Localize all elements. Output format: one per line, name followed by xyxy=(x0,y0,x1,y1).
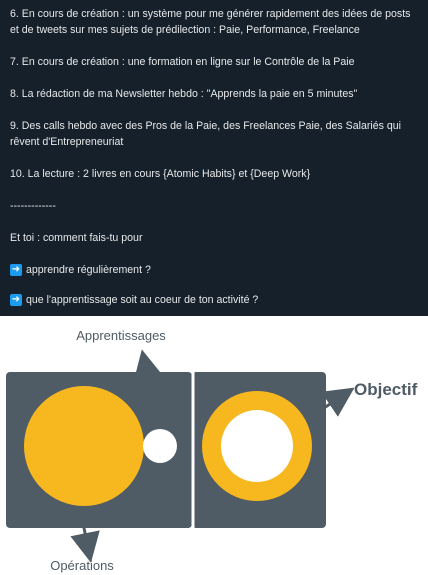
learning-circle xyxy=(143,429,177,463)
post-separator: ------------- xyxy=(10,200,56,212)
post-line-10: 10. La lecture : 2 livres en cours {Atomic Habits} et {Deep Work} xyxy=(10,168,311,180)
bullet-text: que l'apprentissage soit au coeur de ton activité ? xyxy=(26,294,259,306)
bullet-item xyxy=(10,262,420,278)
right-arrow-emoji-icon: ➜ xyxy=(11,294,21,305)
post-line-8: 8. La rédaction de ma Newsletter hebdo : "Apprends la paie en 5 minutes" xyxy=(10,88,358,100)
objectives-diagram xyxy=(0,316,428,575)
bullet-text: apprendre régulièrement ? xyxy=(26,264,151,276)
operations-circle xyxy=(24,386,144,506)
post-line-6: 6. En cours de création : un système pour me générer rapidement des idées de posts et de tweets sur mes sujets de prédilection : Paie, Performance, Freelance xyxy=(10,8,414,36)
post-line-7: 7. En cours de création : une formation en ligne sur le Contrôle de la Paie xyxy=(10,56,355,68)
label-objectif: Objectif xyxy=(354,380,418,399)
post-question: Et toi : comment fais-tu pour xyxy=(10,232,143,244)
objective-inner-circle xyxy=(221,410,293,482)
post-line-9: 9. Des calls hebdo avec des Pros de la Paie, des Freelances Paie, des Salariés qui rêvent d'Entrepreneuriat xyxy=(10,120,404,148)
label-operations: Opérations xyxy=(50,558,114,573)
label-apprentissages: Apprentissages xyxy=(76,328,166,343)
right-arrow-emoji-icon: ➜ xyxy=(11,264,21,275)
post-image[interactable] xyxy=(0,316,428,575)
bullet-item xyxy=(10,292,420,308)
